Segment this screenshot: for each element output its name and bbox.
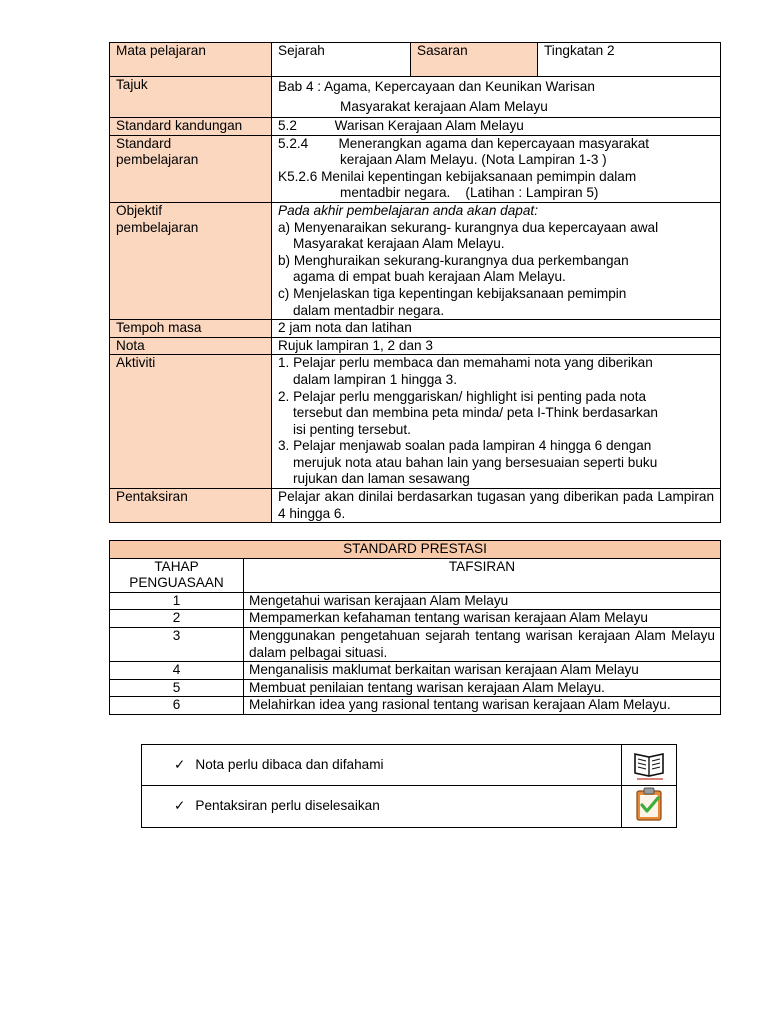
tafsiran-cell: Mempamerkan kefahaman tentang warisan kerajaan Alam Melayu — [244, 610, 721, 628]
level-cell: 4 — [110, 662, 244, 680]
objektif-a-line-1: a) Menyenaraikan sekurang- kurangnya dua kepercayaan awal — [278, 219, 659, 235]
aktiviti-3-line-3: rujukan dan laman sesawang — [293, 471, 470, 487]
aktiviti-3-line-2: merujuk nota atau bahan lain yang bersesuaian seperti buku — [293, 454, 658, 470]
tahap-penguasaan-header — [110, 558, 244, 592]
objektif-intro: Pada akhir pembelajaran anda akan dapat: — [278, 202, 538, 218]
standard-prestasi-title: STANDARD PRESTASI — [110, 541, 721, 559]
sasaran-value: Tingkatan 2 — [538, 43, 721, 77]
sp-line-3: K5.2.6 Menilai kepentingan kebijaksanaan pemimpin dalam — [278, 168, 637, 184]
nota-value: Rujuk lampiran 1, 2 dan 3 — [272, 337, 721, 355]
aktiviti-value — [272, 355, 721, 489]
table-row — [110, 592, 721, 610]
tajuk-label: Tajuk — [110, 77, 272, 118]
checklist-table — [141, 744, 677, 828]
sp-label-line-2: pembelajaran — [116, 152, 199, 168]
standard-kandungan-value: 5.2 Warisan Kerajaan Alam Melayu — [272, 118, 721, 136]
pentaksiran-value: Pelajar akan dinilai berdasarkan tugasan yang diberikan pada Lampiran 4 hingga 6. — [272, 489, 721, 523]
tahap-header-line-1: TAHAP — [154, 558, 199, 574]
checkmark-icon: ✓ — [174, 798, 186, 813]
tajuk-value — [272, 77, 721, 118]
tafsiran-cell: Mengetahui warisan kerajaan Alam Melayu — [244, 592, 721, 610]
aktiviti-1-line-1: 1. Pelajar perlu membaca dan memahami nota yang diberikan — [278, 355, 653, 371]
objektif-a-line-2: Masyarakat kerajaan Alam Melayu. — [293, 236, 505, 252]
book-icon — [622, 745, 677, 786]
clipboard-check-icon — [622, 786, 677, 828]
aktiviti-2-line-2: tersebut dan membina peta minda/ peta I-Think berdasarkan — [293, 405, 658, 421]
objektif-value — [272, 202, 721, 319]
checklist-text-cell — [142, 786, 622, 828]
tempoh-masa-label: Tempoh masa — [110, 320, 272, 338]
aktiviti-1-line-2: dalam lampiran 1 hingga 3. — [293, 371, 457, 387]
objektif-c-line-1: c) Menjelaskan tiga kepentingan kebijaksanaan pemimpin — [278, 285, 627, 301]
standard-pembelajaran-label — [110, 135, 272, 202]
checklist-item — [142, 786, 677, 828]
sp-label-line-1: Standard — [116, 135, 172, 151]
checklist-item-label: Pentaksiran perlu diselesaikan — [195, 798, 380, 813]
tahap-header-line-2: PENGUASAAN — [129, 575, 224, 591]
objektif-b-line-2: agama di empat buah kerajaan Alam Melayu. — [293, 269, 566, 285]
mata-pelajaran-label: Mata pelajaran — [110, 43, 272, 77]
objektif-label-line-2: pembelajaran — [116, 219, 199, 235]
sp-line-2: kerajaan Alam Melayu. (Nota Lampiran 1-3 ) — [340, 152, 607, 168]
sasaran-label: Sasaran — [411, 43, 538, 77]
aktiviti-label: Aktiviti — [110, 355, 272, 489]
tafsiran-header: TAFSIRAN — [244, 558, 721, 592]
objektif-b-line-1: b) Menghuraikan sekurang-kurangnya dua perkembangan — [278, 252, 629, 268]
table-row — [110, 662, 721, 680]
standard-kandungan-label: Standard kandungan — [110, 118, 272, 136]
checklist-text-cell — [142, 745, 622, 786]
level-cell: 5 — [110, 679, 244, 697]
sp-line-1: 5.2.4 Menerangkan agama dan kepercayaan masyarakat — [278, 135, 650, 151]
aktiviti-3-line-1: 3. Pelajar menjawab soalan pada lampiran 4 hingga 6 dengan — [278, 438, 652, 454]
standard-pembelajaran-value — [272, 135, 721, 202]
table-row — [110, 627, 721, 661]
sp-line-4: mentadbir negara. (Latihan : Lampiran 5) — [340, 185, 599, 201]
lesson-info-table — [109, 42, 721, 523]
standard-prestasi-table — [109, 540, 721, 715]
tafsiran-cell: Menganalisis maklumat berkaitan warisan kerajaan Alam Melayu — [244, 662, 721, 680]
checkmark-icon: ✓ — [174, 756, 186, 772]
mata-pelajaran-value: Sejarah — [272, 43, 411, 77]
level-cell: 3 — [110, 627, 244, 661]
tafsiran-cell: Membuat penilaian tentang warisan kerajaan Alam Melayu. — [244, 679, 721, 697]
table-row — [110, 679, 721, 697]
objektif-c-line-2: dalam mentadbir negara. — [293, 302, 445, 318]
level-cell: 6 — [110, 697, 244, 715]
aktiviti-2-line-1: 2. Pelajar perlu menggariskan/ highlight isi penting pada nota — [278, 388, 647, 404]
tajuk-line-2: Masyarakat kerajaan Alam Melayu — [340, 99, 548, 114]
level-cell: 2 — [110, 610, 244, 628]
table-row — [110, 610, 721, 628]
checklist-item — [142, 745, 677, 786]
aktiviti-2-line-3: isi penting tersebut. — [293, 421, 411, 437]
tajuk-line-1: Bab 4 : Agama, Kepercayaan dan Keunikan Warisan — [278, 79, 595, 94]
objektif-label — [110, 202, 272, 319]
tempoh-masa-value: 2 jam nota dan latihan — [272, 320, 721, 338]
checklist-item-label: Nota perlu dibaca dan difahami — [195, 756, 384, 772]
pentaksiran-label: Pentaksiran — [110, 489, 272, 523]
nota-label: Nota — [110, 337, 272, 355]
tafsiran-cell: Melahirkan idea yang rasional tentang warisan kerajaan Alam Melayu. — [244, 697, 721, 715]
tafsiran-cell: Menggunakan pengetahuan sejarah tentang warisan kerajaan Alam Melayu dalam pelbagai situasi. — [244, 627, 721, 661]
objektif-label-line-1: Objektif — [116, 202, 163, 218]
table-row — [110, 697, 721, 715]
level-cell: 1 — [110, 592, 244, 610]
